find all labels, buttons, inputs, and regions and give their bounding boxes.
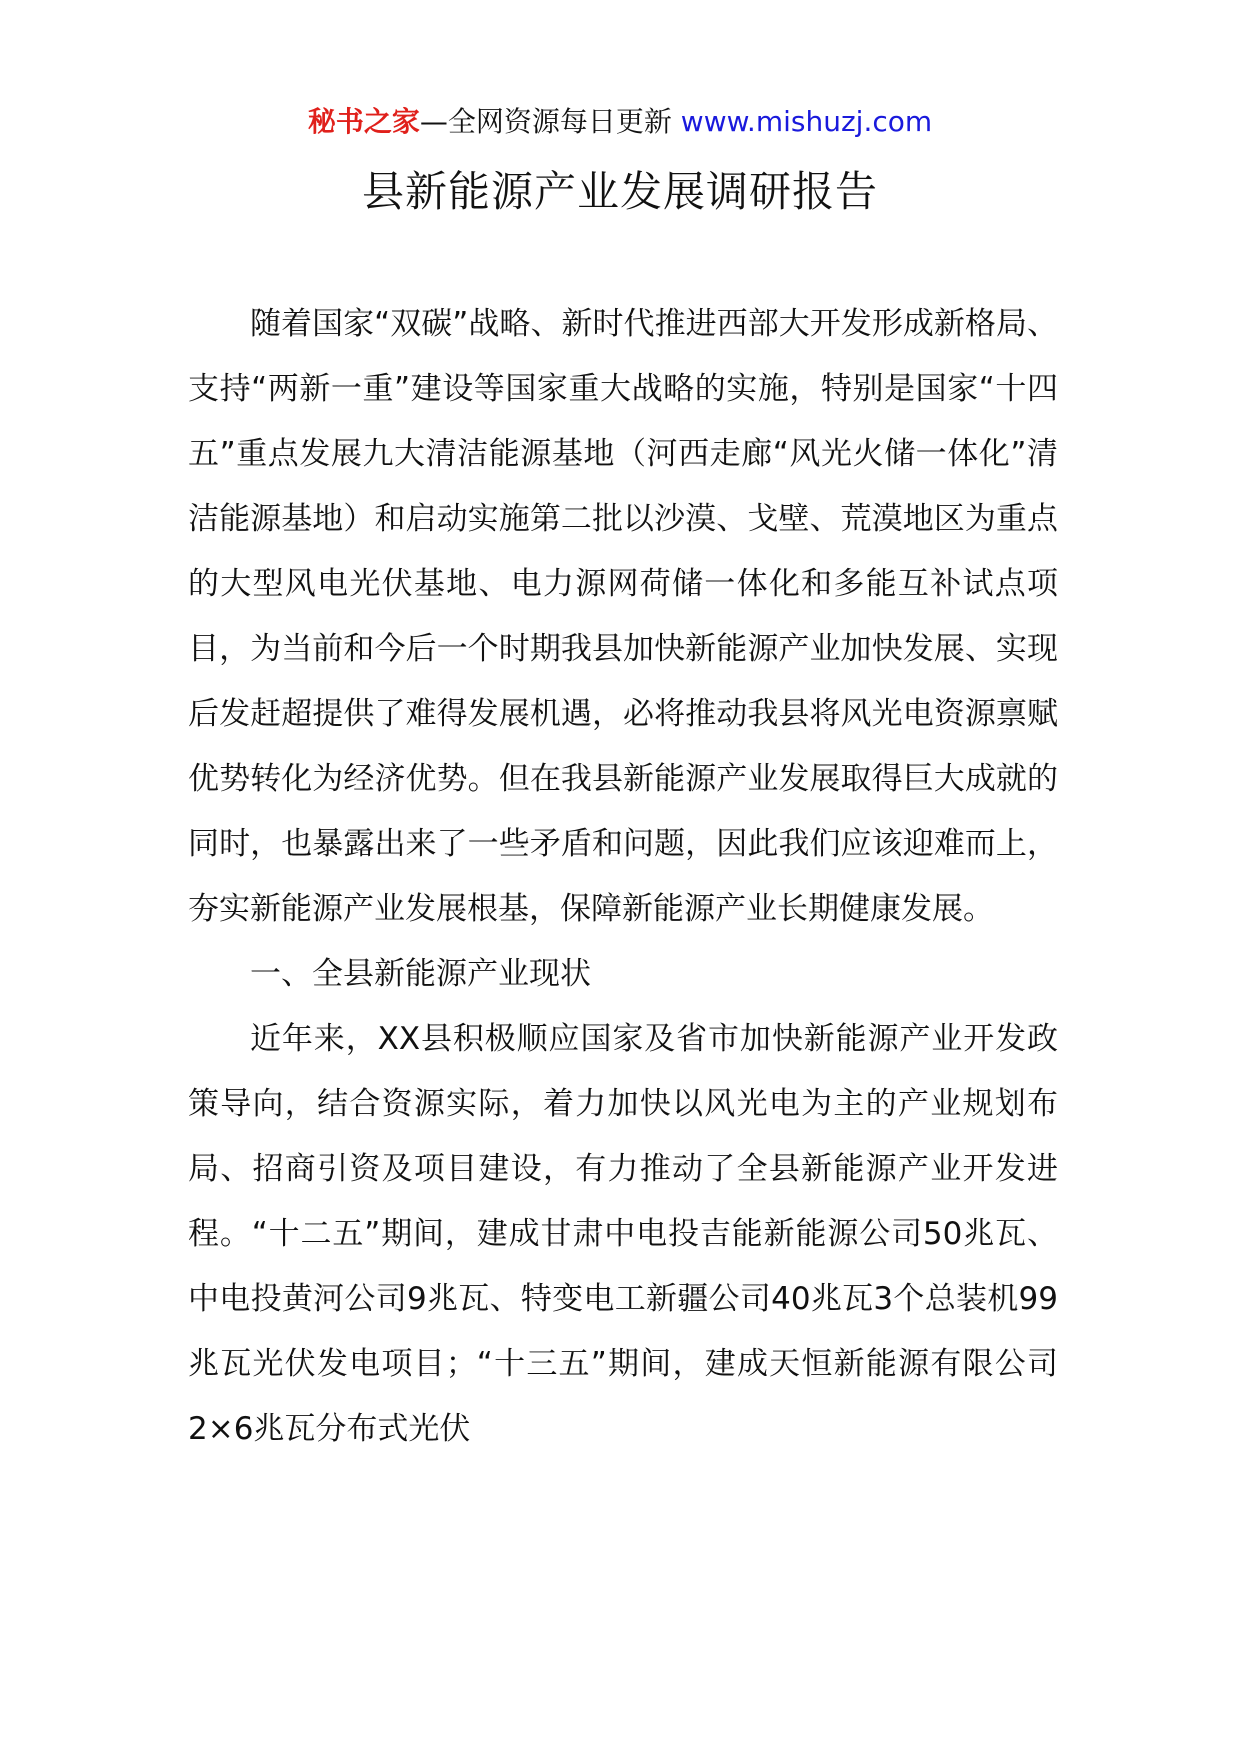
section-heading: 一、全县新能源产业现状 bbox=[250, 956, 591, 992]
site-url-link[interactable]: www.mishuzj.com bbox=[680, 105, 933, 138]
site-brand: 秘书之家 bbox=[307, 105, 420, 138]
intro-paragraph: 随着国家“双碳”战略、新时代推进西部大开发形成新格局、支持“两新一重”建设等国家重大战略的实施，特别是国家“十四五”重点发展九大清洁能源基地（河西走廊“风光火储一体化”清洁能源基地）和启动实施第二批以沙漠、戈壁、荒漠地区为重点的大型风电光伏基地、电力源网荷储一体化和多能互补试点项目，为当前和今后一个时期我县加快新能源产业加快发展、实现后发赶超提供了难得发展机遇，必将推动我县将风光电资源禀赋优势转化为经济优势。但在我县新能源产业发展取得巨大成就的同时，也暴露出来了一些矛盾和问题，因此我们应该迎难而上，夯实新能源产业发展根基，保障新能源产业长期健康发展。 bbox=[188, 306, 1058, 927]
document-title: 县新能源产业发展调研报告 bbox=[361, 167, 878, 216]
body-paragraph: 近年来，XX县积极顺应国家及省市加快新能源产业开发政策导向，结合资源实际，着力加快以风光电为主的产业规划布局、招商引资及项目建设，有力推动了全县新能源产业开发进程。“十二五”期间，建成甘肃中电投吉能新能源公司50兆瓦、中电投黄河公司9兆瓦、特变电工新疆公司40兆瓦3个总装机99兆瓦光伏发电项目；“十三五”期间，建成天恒新能源有限公司2×6兆瓦分布式光伏 bbox=[188, 1021, 1058, 1447]
site-slogan: —全网资源每日更新 bbox=[419, 105, 672, 138]
site-header bbox=[0, 100, 1240, 144]
document-body bbox=[188, 292, 1058, 1462]
